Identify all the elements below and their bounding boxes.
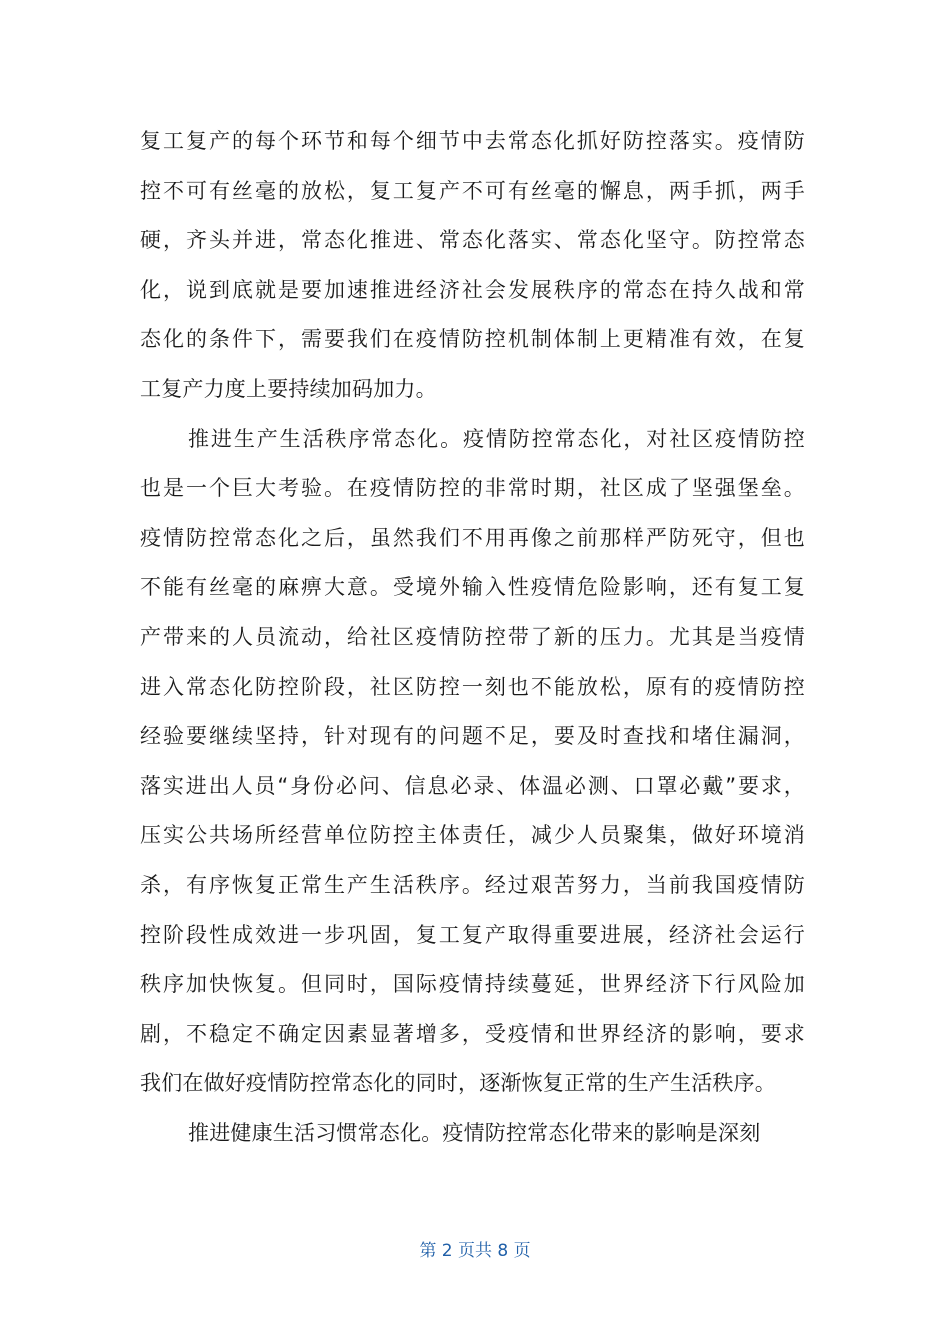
text-line: 控不可有丝毫的放松，复工复产不可有丝毫的懈息，两手抓，两手 bbox=[140, 178, 805, 203]
text-line: 不能有丝毫的麻痹大意。受境外输入性疫情危险影响，还有复工复 bbox=[140, 575, 805, 600]
page-footer: 第 2 页共 8 页 bbox=[419, 1241, 531, 1261]
text-line: 也是一个巨大考验。在疫情防控的非常时期，社区成了坚强堡垒。 bbox=[140, 476, 805, 501]
text-line: 化，说到底就是要加速推进经济社会发展秩序的常态在持久战和常 bbox=[140, 277, 805, 302]
text-line: 推进生产生活秩序常态化。疫情防控常态化，对社区疫情防控 bbox=[188, 426, 805, 451]
paragraph bbox=[140, 1109, 805, 1159]
text-line: 疫情防控常态化之后，虽然我们不用再像之前那样严防死守，但也 bbox=[140, 525, 805, 550]
text-line: 经验要继续坚持，针对现有的问题不足，要及时查找和堵住漏洞， bbox=[140, 724, 805, 749]
text-line: 进入常态化防控阶段，社区防控一刻也不能放松，原有的疫情防控 bbox=[140, 674, 805, 699]
text-line: 压实公共场所经营单位防控主体责任，减少人员聚集，做好环境消 bbox=[140, 823, 805, 848]
text-line: 推进健康生活习惯常态化。疫情防控常态化带来的影响是深刻 bbox=[188, 1120, 761, 1145]
text-line: 剧，不稳定不确定因素显著增多，受疫情和世界经济的影响，要求 bbox=[140, 1021, 805, 1046]
paragraph bbox=[140, 415, 805, 1109]
text-line: 我们在做好疫情防控常态化的同时，逐渐恢复正常的生产生活秩序。 bbox=[140, 1071, 776, 1096]
body-text bbox=[140, 117, 805, 1158]
text-line: 落实进出人员“身份必问、信息必录、体温必测、口罩必戴”要求， bbox=[140, 773, 805, 798]
text-line: 杀，有序恢复正常生产生活秩序。经过艰苦努力，当前我国疫情防 bbox=[140, 872, 805, 897]
paragraph bbox=[140, 117, 805, 415]
text-line: 产带来的人员流动，给社区疫情防控带了新的压力。尤其是当疫情 bbox=[140, 624, 805, 649]
text-line: 控阶段性成效进一步巩固，复工复产取得重要进展，经济社会运行 bbox=[140, 922, 805, 947]
text-line: 硬，齐头并进，常态化推进、常态化落实、常态化坚守。防控常态 bbox=[140, 228, 805, 253]
text-line: 工复产力度上要持续加码加力。 bbox=[140, 376, 437, 401]
text-line: 秩序加快恢复。但同时，国际疫情持续蔓延，世界经济下行风险加 bbox=[140, 972, 805, 997]
text-line: 态化的条件下，需要我们在疫情防控机制体制上更精准有效，在复 bbox=[140, 327, 805, 352]
text-line: 复工复产的每个环节和每个细节中去常态化抓好防控落实。疫情防 bbox=[140, 129, 805, 153]
